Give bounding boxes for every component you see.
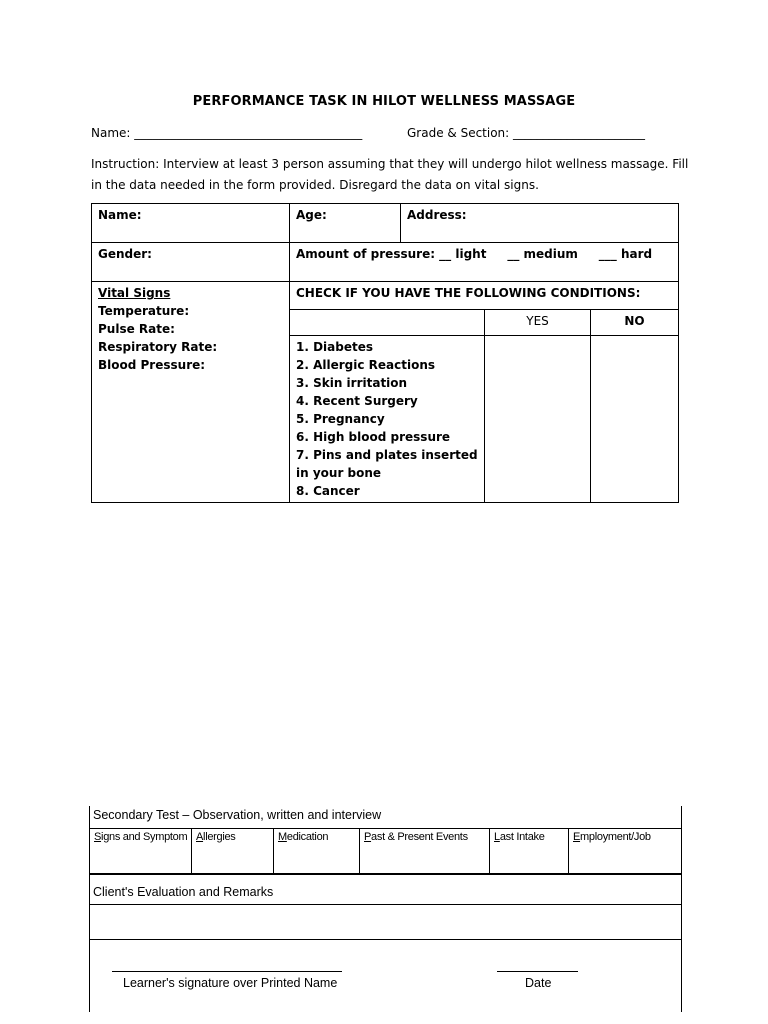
client-form-table xyxy=(91,203,679,503)
client-age-cell: Age: xyxy=(290,204,401,243)
condition-item: 6. High blood pressure xyxy=(296,430,451,444)
col-employment-job: Employment/Job xyxy=(573,831,651,843)
secondary-columns-row xyxy=(90,828,681,875)
condition-item: 8. Cancer xyxy=(296,484,360,498)
condition-item: 5. Pregnancy xyxy=(296,412,385,426)
condition-item: 2. Allergic Reactions xyxy=(296,358,436,372)
yes-checkbox-column[interactable] xyxy=(485,336,591,503)
client-address-cell: Address: xyxy=(401,204,679,243)
grade-section-line: Grade & Section: ______________________ xyxy=(407,126,646,140)
date-label: Date xyxy=(525,976,552,990)
instruction-text: Instruction: Interview at least 3 person assuming that they will undergo hilot wellness massage. Fill in the data needed in the form provided. Disregard the data on vital signs. xyxy=(91,157,689,192)
vital-respiratory-rate: Respiratory Rate: xyxy=(98,340,218,354)
divider xyxy=(90,904,681,905)
condition-item: 3. Skin irritation xyxy=(296,376,408,390)
col-allergies: Allergies xyxy=(192,829,274,873)
condition-item: 7. Pins and plates inserted in your bone xyxy=(296,448,478,480)
vital-pulse-rate: Pulse Rate: xyxy=(98,322,175,336)
no-header: NO xyxy=(591,310,679,336)
condition-item: 1. Diabetes xyxy=(296,340,374,354)
evaluation-label: Client's Evaluation and Remarks xyxy=(93,885,274,899)
no-checkbox-column[interactable] xyxy=(591,336,679,503)
vital-signs-title: Vital Signs xyxy=(98,286,171,300)
conditions-header-blank xyxy=(290,310,485,336)
signature-label: Learner's signature over Printed Name xyxy=(123,976,338,990)
vital-blood-pressure: Blood Pressure: xyxy=(98,358,206,372)
divider xyxy=(90,939,681,940)
pressure-cell: Amount of pressure: __ light __ medium ___ hard xyxy=(290,243,679,282)
col-last-intake: Last Intake xyxy=(490,829,569,873)
conditions-title-cell: CHECK IF YOU HAVE THE FOLLOWING CONDITIONS: xyxy=(290,282,679,310)
secondary-test-title: Secondary Test – Observation, written and interview xyxy=(93,808,382,822)
secondary-test-box xyxy=(89,806,682,1012)
client-gender-cell: Gender: xyxy=(92,243,290,282)
vital-signs-cell xyxy=(92,282,290,503)
vital-temperature: Temperature: xyxy=(98,304,190,318)
conditions-list-cell xyxy=(290,336,485,503)
col-signs-symptom: Signs and Symptom xyxy=(90,829,192,873)
col-medication: Medication xyxy=(274,829,360,873)
condition-item: 4. Recent Surgery xyxy=(296,394,418,408)
student-name-line: Name: ______________________________________ xyxy=(91,126,363,140)
page-title: PERFORMANCE TASK IN HILOT WELLNESS MASSAGE xyxy=(192,94,576,109)
col-past-present-events: Past & Present Events xyxy=(360,829,490,873)
yes-header: YES xyxy=(485,310,591,336)
client-name-cell: Name: xyxy=(92,204,290,243)
date-line[interactable] xyxy=(497,971,578,972)
signature-line[interactable] xyxy=(112,971,342,972)
